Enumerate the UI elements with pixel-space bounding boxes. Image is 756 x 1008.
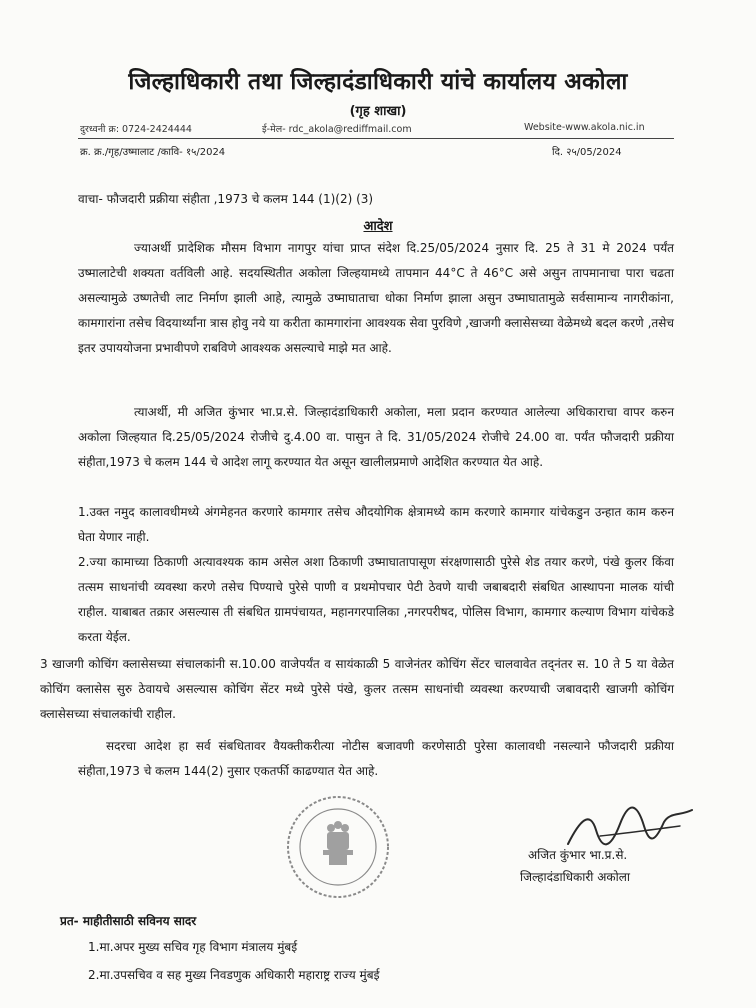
order-item-1-text: 1.उक्त नमुद कालावधीमध्ये अंगमेहनत करणारे कामगार तसेच औदयोगिक क्षेत्रामध्ये काम करणारे कामगार यांचेकडुन उन्हात काम करुन घेता येणार नाही. bbox=[78, 505, 674, 544]
email-address: ई-मेल- rdc_akola@rediffmail.com bbox=[262, 124, 412, 135]
order-item-1 bbox=[78, 500, 674, 550]
reference-number: क्र. क्र./गृह/उष्मालाट /कावि- १५/2024 bbox=[80, 147, 226, 158]
order-item-3 bbox=[40, 652, 674, 727]
paragraph-therefore: त्याअर्थी, मी अजित कुंभार भा.प्र.से. जिल्हादंडाधिकारी अकोला, मला प्रदान करण्यात आलेल्या अधिकाराचा वापर करुन अकोला जिल्हयात दि.25/05/2024 रोजीचे दु.4.00 वा. पासुन ते दि. 31/05/2024 रोजीचे 24.00 वा. पर्यंत फौजदारी प्रक्रीया संहीता,1973 चे कलम 144 चे आदेश लागू करण्यात येत असून खालीलप्रमाणे आदेशित करण्यात येत आहे. bbox=[78, 405, 674, 469]
paragraph-whereas: ज्याअर्थी प्रादेशिक मौसम विभाग नागपुर यांचा प्राप्त संदेश दि.25/05/2024 नुसार दि. 25 ते 31 मे 2024 पर्यंत उष्मालाटेची शक्यता वर्तविली आहे. सदयस्थितीत अकोला जिल्हयामध्ये तापमान 44°C ते 46°C असे असुन तापमानाचा पारा चढता असल्यामुळे उष्णतेची लाट निर्माण झाली आहे, त्यामुळे उष्माघाताचा धोका निर्माण झाला असुन उष्माघातामुळे सर्वसामान्य नागरीकांना, कामगारांना तसेच विदयार्थ्यांना त्रास होवु नये या करीता कामगारांना आवश्यक सेवा पुरविणे ,खाजगी क्लासेसच्या वेळेमध्ये बदल करणे ,तसेच इतर उपाययोजना प्रभावीपणे राबविणे आवश्यक असल्याचे माझे मत आहे. bbox=[78, 241, 674, 355]
order-item-2-text: 2.ज्या कामाच्या ठिकाणी अत्यावश्यक काम असेल अशा ठिकाणी उष्माघातापासूण संरक्षणासाठी पुरेसे शेड तयार करणे, पंखे कुलर किंवा तत्सम साधनांची व्यवस्था करणे तसेच पिण्याचे पुरेसे पाणी व प्रथमोपचार पेटी ठेवणे याची जबाबदारी संबधित आस्थापना मालक यांची राहील. याबाबत तक्रार असल्यास ती संबधित ग्रामपंचायत, महानगरपालिका ,नगरपरीषद, पोलिस विभाग, कामगार कल्याण विभाग यांचेकडे करता येईल. bbox=[78, 555, 674, 644]
phone-number: दुरध्वनी क्र: 0724-2424444 bbox=[80, 124, 192, 135]
paragraph-ex-parte: सदरचा आदेश हा सर्व संबधितावर वैयक्तीकरीत्या नोटीस बजावणी करणेसाठी पुरेसा कालावधी नसल्याने फौजदारी प्रक्रीया संहीता,1973 चे कलम 144(2) नुसार एकतर्फी काढण्यात येत आहे. bbox=[78, 739, 674, 778]
copy-to-item-1: 1.मा.अपर मुख्य सचिव गृह विभाग मंत्रालय मुंबई bbox=[88, 940, 298, 954]
copy-to-item-2: 2.मा.उपसचिव व सह मुख्य निवडणुक अधिकारी महाराष्ट्र राज्य मुंबई bbox=[88, 968, 380, 982]
copy-to-heading: प्रत- माहीतीसाठी सविनय सादर bbox=[60, 914, 197, 928]
website: Website-www.akola.nic.in bbox=[524, 122, 645, 133]
department-subtitle: (गृह शाखा) bbox=[349, 104, 407, 119]
office-title: जिल्हाधिकारी तथा जिल्हादंडाधिकारी यांचे कार्यालय अकोला bbox=[128, 69, 628, 95]
read-reference: वाचा- फौजदारी प्रक्रीया संहीता ,1973 चे कलम 144 (1)(2) (3) bbox=[78, 192, 374, 206]
order-heading: आदेश bbox=[363, 219, 393, 234]
header-rule bbox=[78, 138, 674, 139]
seal-icon bbox=[283, 792, 393, 902]
signatory-name: अजित कुंभार भा.प्र.से. bbox=[528, 848, 628, 862]
signatory-designation: जिल्हादंडाधिकारी अकोला bbox=[520, 870, 630, 884]
order-item-3-text: 3 खाजगी कोचिंग क्लासेसच्या संचालकांनी स.10.00 वाजेपर्यंत व सायंकाळी 5 वाजेनंतर कोचिंग सेंटर चालवावेत तद्नंतर स. 10 ते 5 या वेळेत कोचिंग क्लासेस सुरु ठेवायचे असल्यास कोचिंग सेंटर मध्ये पुरेसे पंखे, कुलर तत्सम साधनांची व्यवस्था करण्याची जबावदारी खाजगी कोचिंग क्लासेसच्या संचालकांची राहील. bbox=[40, 657, 674, 721]
order-date: दि. २५/05/2024 bbox=[552, 147, 622, 158]
order-item-2 bbox=[78, 550, 674, 650]
official-seal bbox=[283, 792, 393, 902]
